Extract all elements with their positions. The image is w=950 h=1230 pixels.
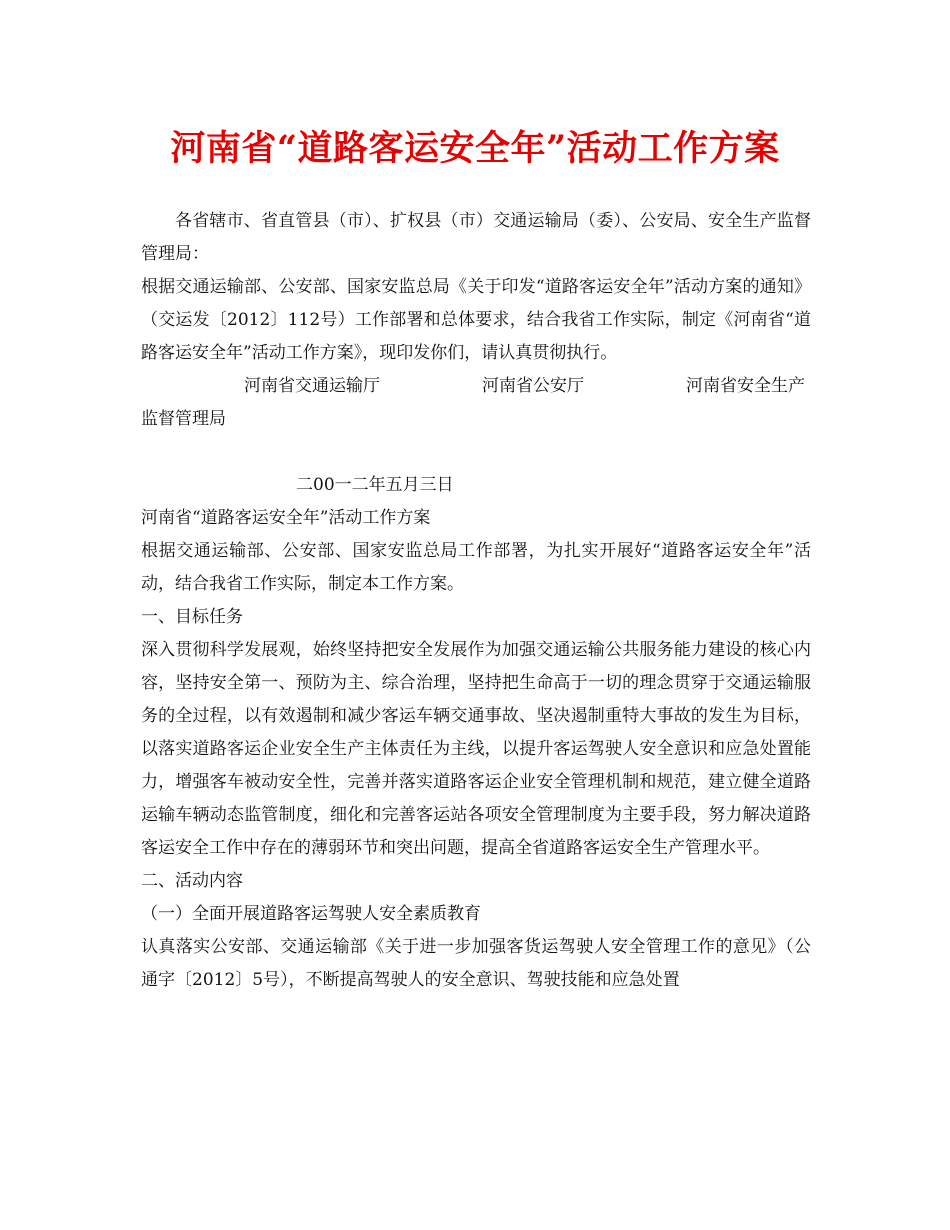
issue-date: 二00一二年五月三日 xyxy=(296,475,454,495)
signers-line: 河南省交通运输厅 河南省公安厅 河南省安全生产 xyxy=(244,376,805,396)
section-1-paragraph: 深入贯彻科学发展观，始终坚持把安全发展作为加强交通运输公共服务能力建设的核心内容，坚持安全第一、预防为主、综合治理，坚持把生命高于一切的理念贯穿于交通运输服务的全过程，以有效遏制和减少客运车辆交通事故、坚决遏制重特大事故的发生为目标，以落实道路客运企业安全生产主体责任为主线，以提升客运驾驶人安全意识和应急处置能力，增强客车被动安全性，完善并落实道路客运企业安全管理机制和规范，建立健全道路运输车辆动态监管制度，细化和完善客运站各项安全管理制度为主要手段，努力解决道路客运安全工作中存在的薄弱环节和突出问题，提高全省道路客运安全生产管理水平。 xyxy=(141,640,811,858)
notice-paragraph: 根据交通运输部、公安部、国家安监总局《关于印发“道路客运安全年”活动方案的通知》（交运发〔2012〕112号）工作部署和总体要求，结合我省工作实际，制定《河南省“道路客运安全年”活动工作方案》，现印发你们，请认真贯彻执行。 xyxy=(141,277,811,363)
document-title: 河南省“道路客运安全年”活动工作方案 xyxy=(170,128,780,169)
plan-title: 河南省“道路客运安全年”活动工作方案 xyxy=(141,508,431,528)
addressee-paragraph: 各省辖市、省直管县（市）、扩权县（市）交通运输局（委）、公安局、安全生产监督管理局： xyxy=(141,211,811,264)
document-body xyxy=(141,205,811,997)
signers-block xyxy=(141,370,811,436)
intro-paragraph: 根据交通运输部、公安部、国家安监总局工作部署，为扎实开展好“道路客运安全年”活动，结合我省工作实际，制定本工作方案。 xyxy=(141,541,811,594)
subsection-1-paragraph: 认真落实公安部、交通运输部《关于进一步加强客货运驾驶人安全管理工作的意见》（公通字〔2012〕5号），不断提高驾驶人的安全意识、驾驶技能和应急处置 xyxy=(141,937,811,990)
signers-tail: 监督管理局 xyxy=(141,409,226,429)
subsection-1-heading: （一）全面开展道路客运驾驶人安全素质教育 xyxy=(141,904,481,924)
section-1-heading: 一、目标任务 xyxy=(141,607,243,627)
section-2-heading: 二、活动内容 xyxy=(141,871,243,891)
blank-line xyxy=(141,436,811,469)
